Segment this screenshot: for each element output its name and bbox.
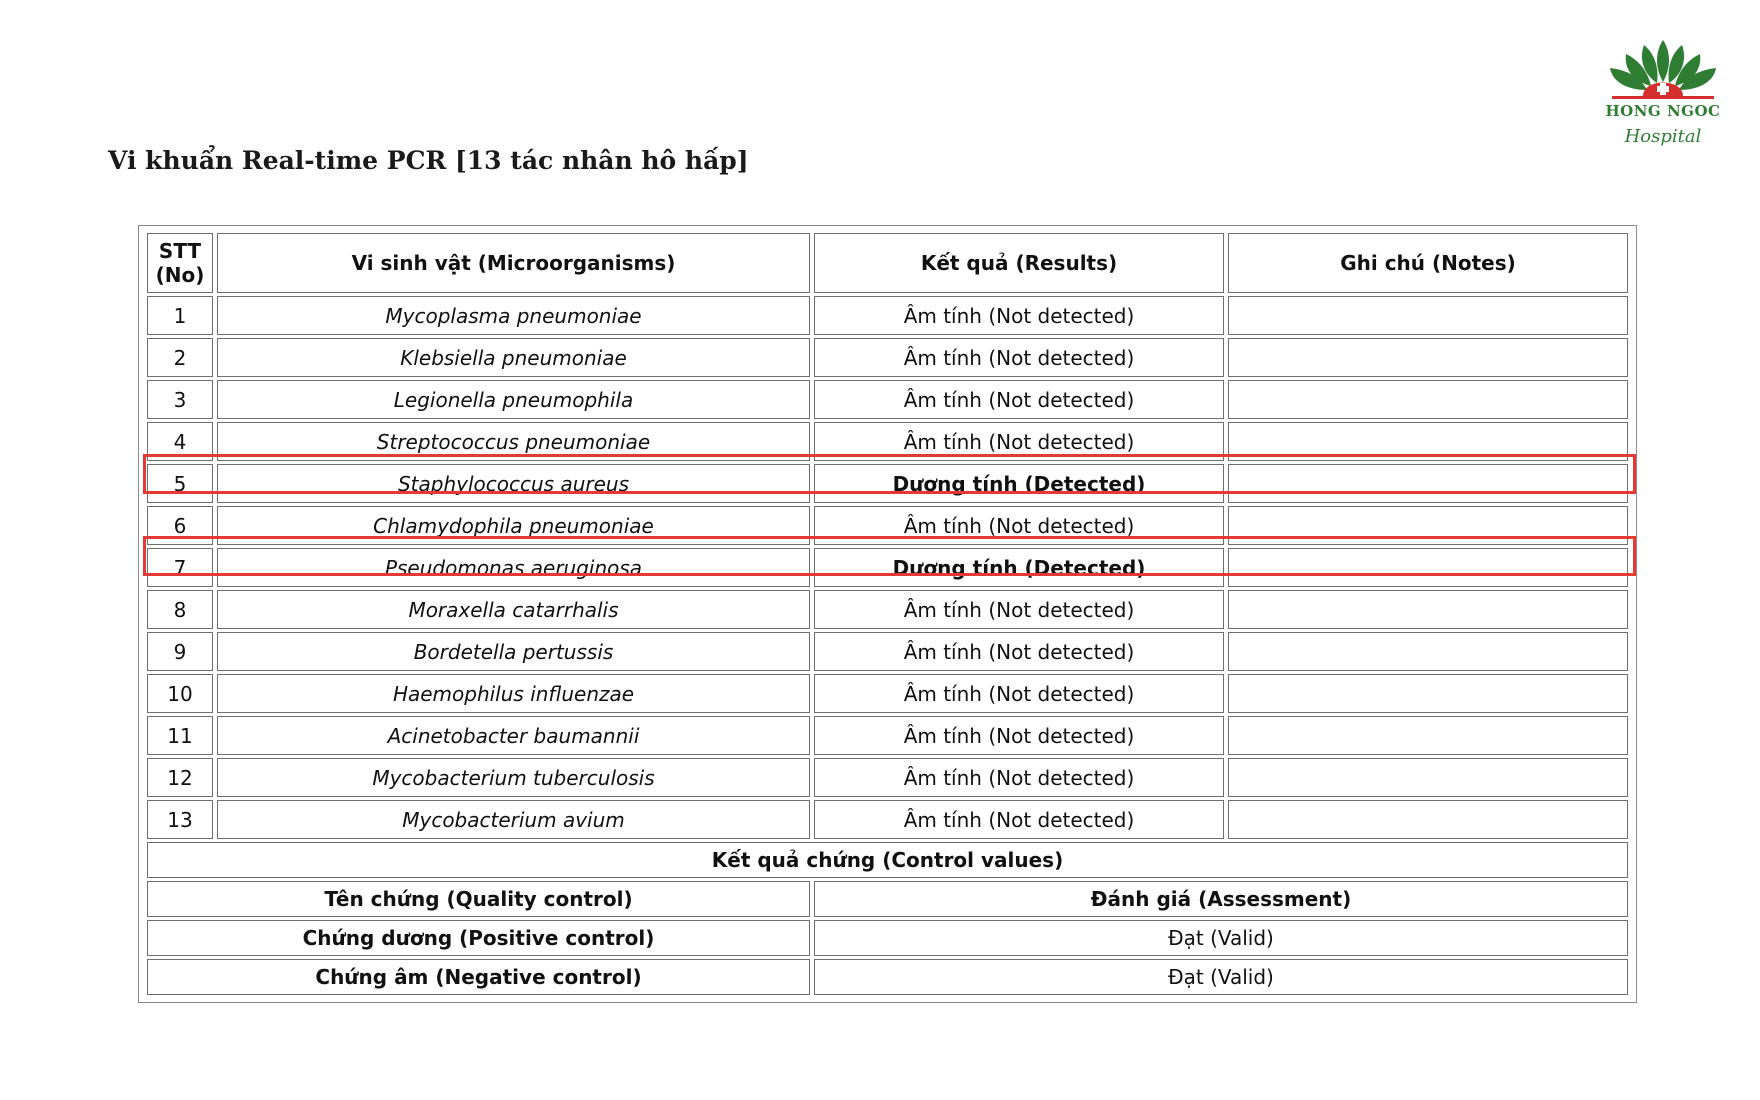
- row-number: 3: [147, 380, 213, 419]
- row-number: 5: [147, 464, 213, 503]
- note-cell: [1228, 464, 1628, 503]
- result-value: Âm tính (Not detected): [814, 716, 1224, 755]
- organism-name: Haemophilus influenzae: [217, 674, 810, 713]
- control-row: [147, 959, 1628, 995]
- row-number: 9: [147, 632, 213, 671]
- result-value: Âm tính (Not detected): [814, 674, 1224, 713]
- logo-wordmark: HONG NGOC: [1605, 102, 1721, 120]
- organism-name: Bordetella pertussis: [217, 632, 810, 671]
- page-title: Vi khuẩn Real-time PCR [13 tác nhân hô hấp]: [108, 146, 749, 175]
- result-value: Âm tính (Not detected): [814, 296, 1224, 335]
- row-number: 11: [147, 716, 213, 755]
- table-row: [147, 380, 1628, 419]
- organism-name: Mycobacterium avium: [217, 800, 810, 839]
- header-no: [147, 233, 213, 293]
- results-report: [138, 225, 1637, 1003]
- organism-name: Pseudomonas aeruginosa: [217, 548, 810, 587]
- table-row: [147, 716, 1628, 755]
- result-value: Âm tính (Not detected): [814, 506, 1224, 545]
- result-value: Âm tính (Not detected): [814, 758, 1224, 797]
- table-row: [147, 632, 1628, 671]
- control-title-row: [147, 842, 1628, 878]
- result-value: Âm tính (Not detected): [814, 380, 1224, 419]
- table-row: [147, 422, 1628, 461]
- organism-name: Mycoplasma pneumoniae: [217, 296, 810, 335]
- table-row: [147, 800, 1628, 839]
- control-name: Chứng dương (Positive control): [147, 920, 810, 956]
- row-number: 4: [147, 422, 213, 461]
- note-cell: [1228, 506, 1628, 545]
- control-name: Chứng âm (Negative control): [147, 959, 810, 995]
- lotus-icon: [1598, 36, 1728, 106]
- row-number: 13: [147, 800, 213, 839]
- table-row-detected: [147, 464, 1628, 503]
- note-cell: [1228, 590, 1628, 629]
- organism-name: Legionella pneumophila: [217, 380, 810, 419]
- note-cell: [1228, 716, 1628, 755]
- organism-name: Chlamydophila pneumoniae: [217, 506, 810, 545]
- control-header-assessment: Đánh giá (Assessment): [814, 881, 1628, 917]
- control-header-row: [147, 881, 1628, 917]
- note-cell: [1228, 338, 1628, 377]
- row-number: 7: [147, 548, 213, 587]
- organism-name: Klebsiella pneumoniae: [217, 338, 810, 377]
- note-cell: [1228, 632, 1628, 671]
- table-row: [147, 296, 1628, 335]
- row-number: 2: [147, 338, 213, 377]
- control-section-title: Kết quả chứng (Control values): [147, 842, 1628, 878]
- hospital-logo: [1598, 36, 1728, 154]
- table-header-row: [147, 233, 1628, 293]
- organism-name: Acinetobacter baumannii: [217, 716, 810, 755]
- row-number: 10: [147, 674, 213, 713]
- row-number: 6: [147, 506, 213, 545]
- result-value: Âm tính (Not detected): [814, 632, 1224, 671]
- table-row: [147, 506, 1628, 545]
- row-number: 8: [147, 590, 213, 629]
- note-cell: [1228, 380, 1628, 419]
- header-organism: Vi sinh vật (Microorganisms): [217, 233, 810, 293]
- row-number: 12: [147, 758, 213, 797]
- table-row: [147, 674, 1628, 713]
- table-row: [147, 338, 1628, 377]
- organism-name: Streptococcus pneumoniae: [217, 422, 810, 461]
- organism-name: Moraxella catarrhalis: [217, 590, 810, 629]
- result-value: Âm tính (Not detected): [814, 338, 1224, 377]
- control-header-name: Tên chứng (Quality control): [147, 881, 810, 917]
- result-value: Âm tính (Not detected): [814, 800, 1224, 839]
- note-cell: [1228, 758, 1628, 797]
- note-cell: [1228, 422, 1628, 461]
- result-value-detected: Dương tính (Detected): [814, 464, 1224, 503]
- header-result: Kết quả (Results): [814, 233, 1224, 293]
- note-cell: [1228, 548, 1628, 587]
- note-cell: [1228, 674, 1628, 713]
- control-assessment: Đạt (Valid): [814, 959, 1628, 995]
- header-no-line2: (No): [155, 263, 205, 287]
- row-number: 1: [147, 296, 213, 335]
- result-value-detected: Dương tính (Detected): [814, 548, 1224, 587]
- organism-name: Staphylococcus aureus: [217, 464, 810, 503]
- result-value: Âm tính (Not detected): [814, 422, 1224, 461]
- table-row: [147, 590, 1628, 629]
- control-assessment: Đạt (Valid): [814, 920, 1628, 956]
- result-value: Âm tính (Not detected): [814, 590, 1224, 629]
- results-table: [143, 230, 1632, 998]
- header-notes: Ghi chú (Notes): [1228, 233, 1628, 293]
- note-cell: [1228, 800, 1628, 839]
- logo-script-text: Hospital: [1624, 126, 1702, 147]
- table-row: [147, 758, 1628, 797]
- organism-name: Mycobacterium tuberculosis: [217, 758, 810, 797]
- header-no-line1: STT: [158, 239, 202, 263]
- note-cell: [1228, 296, 1628, 335]
- control-row: [147, 920, 1628, 956]
- table-row-detected: [147, 548, 1628, 587]
